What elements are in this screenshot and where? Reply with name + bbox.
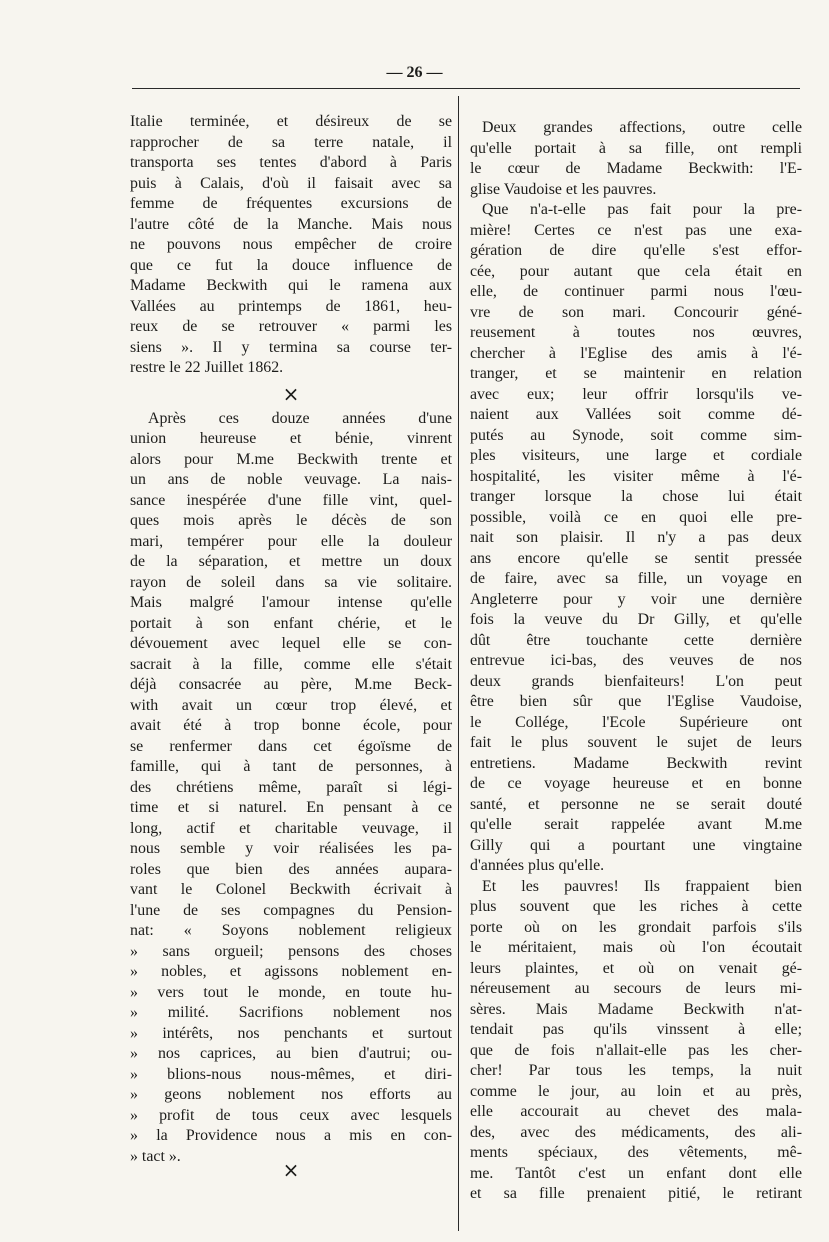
- text-line: Italie terminée, et désireux de se: [130, 113, 452, 130]
- text-line: mari, tempérer pour elle la douleur: [130, 532, 452, 550]
- text-line: naient aux Vallées soit comme dé-: [470, 406, 802, 423]
- text-line: me. Tantôt c'est un enfant dont elle: [470, 1164, 802, 1182]
- text-line: » sans orgueil; pensons des choses: [130, 942, 452, 960]
- text-line: » nobles, et agissons noblement en-: [130, 963, 452, 980]
- text-line: un ans de noble veuvage. La nais-: [130, 471, 452, 488]
- text-line: sacrait à la fille, comme elle s'était: [130, 655, 452, 673]
- text-line: être bien sûr que l'Eglise Vaudoise,: [470, 693, 802, 710]
- text-line: glise Vaudoise et les pauvres.: [470, 180, 657, 198]
- text-line: avec eux; leur offrir lorsqu'ils ve-: [470, 385, 802, 403]
- text-line: deux grands bienfaiteurs! L'on peut: [470, 672, 802, 690]
- text-line: restre le 22 Juillet 1862.: [130, 359, 284, 376]
- text-line: des chrétiens même, paraît si légi-: [130, 778, 452, 796]
- text-line: l'une de ses compagnes du Pension-: [130, 901, 452, 919]
- text-line: avait été à trop bonne école, pour: [130, 717, 452, 734]
- text-line: » intérêts, nos penchants et surtout: [130, 1024, 452, 1042]
- text-line: » tact ».: [130, 1147, 181, 1165]
- text-line: de la séparation, et mettre un doux: [130, 553, 452, 570]
- text-line: Et les pauvres! Ils frappaient bien: [482, 877, 802, 895]
- text-line: vre de son mari. Concourir géné-: [470, 303, 802, 321]
- text-line: ans encore qu'elle se sentit pressée: [470, 549, 802, 567]
- text-line: Après ces douze années d'une: [148, 409, 452, 427]
- text-line: time et si naturel. En pensant à ce: [130, 799, 452, 816]
- text-line: ments spéciaux, des vêtements, mê-: [470, 1144, 802, 1161]
- text-line: se renfermer dans cet égoïsme de: [130, 737, 452, 755]
- text-line: entretiens. Madame Beckwith revint: [470, 754, 802, 772]
- text-line: des, avec des médicaments, des ali-: [470, 1123, 802, 1141]
- text-line: fait le plus souvent le sujet de leurs: [470, 734, 802, 751]
- text-line: dévouement avec lequel elle se con-: [130, 635, 452, 652]
- text-line: siens ». Il y termina sa course ter-: [130, 338, 452, 356]
- text-line: l'autre côté de la Manche. Mais nous: [130, 215, 452, 233]
- text-line: déjà consacrée au père, M.me Beck-: [130, 676, 452, 693]
- text-line: » blions-nous nous-mêmes, et diri-: [130, 1065, 452, 1083]
- text-line: cée, pour autant que cela était en: [470, 262, 802, 280]
- text-line: Angleterre pour y voir une dernière: [470, 590, 802, 608]
- text-line: le méritaient, mais où l'on écoutait: [470, 939, 802, 956]
- text-line: tendait pas qu'ils vinssent à elle;: [470, 1021, 802, 1038]
- text-line: elle, de continuer parmi nous l'œu-: [470, 283, 802, 300]
- text-line: le Collége, l'Ecole Supérieure ont: [470, 713, 802, 731]
- text-line: ques mois après le décès de son: [130, 512, 452, 529]
- left-column: [130, 112, 452, 1167]
- text-line: santé, et personne ne se serait douté: [470, 795, 802, 813]
- text-line: le cœur de Madame Beckwith: l'E-: [470, 160, 802, 177]
- text-line: Que n'a-t-elle pas fait pour la pre-: [482, 201, 802, 218]
- text-line: dût être touchante cette dernière: [470, 631, 802, 649]
- text-line: qu'elle serait rappelée avant M.me: [470, 816, 802, 833]
- text-line: entrevue ici-bas, des veuves de nos: [470, 652, 802, 669]
- text-line: » geons noblement nos efforts au: [130, 1086, 452, 1103]
- text-line: Vallées au printemps de 1861, heu-: [130, 297, 452, 315]
- text-line: plus souvent que les riches à cette: [470, 898, 802, 915]
- text-line: cher! Par tous les temps, la nuit: [470, 1062, 802, 1079]
- text-line: de faire, avec sa fille, un voyage en: [470, 570, 802, 587]
- text-line: nait son plaisir. Il n'y a pas deux: [470, 529, 802, 546]
- text-line: long, actif et charitable veuvage, il: [130, 819, 452, 837]
- text-line: reusement à toutes nos œuvres,: [470, 324, 802, 341]
- text-line: nous semble y voir réalisées les pa-: [130, 840, 452, 857]
- text-line: puis à Calais, d'où il faisait avec sa: [130, 174, 452, 192]
- text-line: porte où on les grondait parfois s'ils: [470, 918, 802, 936]
- text-line: d'années plus qu'elle.: [470, 857, 605, 874]
- text-line: transporta ses tentes d'abord à Paris: [130, 154, 452, 171]
- text-line: sance inespérée d'une fille vint, quel-: [130, 491, 452, 509]
- page-number: — 26 —: [386, 64, 443, 81]
- column-divider: [458, 96, 459, 1231]
- text-line: elle accourait au chevet des mala-: [470, 1103, 802, 1120]
- text-line: de ce voyage heureuse et en bonne: [470, 775, 802, 792]
- text-line: ne pouvons nous empêcher de croire: [130, 236, 452, 253]
- text-line: famille, qui à tant de personnes, à: [130, 758, 452, 775]
- text-line: femme de fréquentes excursions de: [130, 195, 452, 212]
- text-line: néreusement au secours de leurs mi-: [470, 980, 802, 997]
- text-line: leurs plaintes, et où on venait gé-: [470, 959, 802, 977]
- text-line: Mais malgré l'amour intense qu'elle: [130, 594, 452, 611]
- text-line: union heureuse et bénie, vinrent: [130, 430, 452, 447]
- text-line: fois la veuve du Dr Gilly, et qu'elle: [470, 611, 802, 628]
- text-line: rayon de soleil dans sa vie solitaire.: [130, 573, 452, 591]
- text-line: ples visiteurs, une large et cordiale: [470, 447, 802, 464]
- text-line: mière! Certes ce n'est pas une exa-: [470, 221, 802, 239]
- text-line: roles que bien des années aupara-: [130, 860, 452, 878]
- text-line: gération de dire qu'elle s'est effor-: [470, 242, 802, 259]
- text-line: que ce fut la douce influence de: [130, 256, 452, 274]
- section-separator: ×: [282, 381, 300, 406]
- text-line: possible, voilà ce en quoi elle pre-: [470, 508, 802, 526]
- text-line: tranger, et se maintenir en relation: [470, 365, 802, 382]
- text-line: putés au Synode, soit comme sim-: [470, 426, 802, 444]
- text-line: portait à son enfant chérie, et le: [130, 614, 452, 632]
- text-line: sères. Mais Madame Beckwith n'at-: [470, 1000, 802, 1018]
- text-line: chercher à l'Eglise des amis à l'é-: [470, 344, 802, 362]
- text-line: » milité. Sacrifions noblement nos: [130, 1004, 452, 1021]
- header-rule: [132, 88, 800, 89]
- text-line: » profit de tous ceux avec lesquels: [130, 1106, 452, 1124]
- text-line: alors pour M.me Beckwith trente et: [130, 450, 452, 468]
- text-line: nat: « Soyons noblement religieux: [130, 922, 452, 939]
- text-line: qu'elle portait à sa fille, ont rempli: [470, 139, 802, 157]
- text-line: with avait un cœur trop élevé, et: [130, 696, 452, 714]
- text-line: Madame Beckwith qui le ramena aux: [130, 277, 452, 294]
- text-line: rapprocher de sa terre natale, il: [130, 133, 452, 151]
- text-line: que de fois n'allait-elle pas les cher-: [470, 1041, 802, 1059]
- text-line: hospitalité, les visiter même à l'é-: [470, 467, 802, 485]
- text-line: Deux grandes affections, outre celle: [482, 119, 802, 136]
- text-line: comme le jour, au loin et au près,: [470, 1082, 802, 1100]
- text-line: reux de se retrouver « parmi les: [130, 318, 452, 335]
- text-line: » nos caprices, au bien d'autrui; ou-: [130, 1045, 452, 1062]
- text-line: et sa fille prenaient pitié, le retirant: [470, 1185, 802, 1202]
- text-line: vant le Colonel Beckwith écrivait à: [130, 881, 452, 898]
- text-line: tranger lorsque la chose lui était: [470, 488, 802, 505]
- right-column: [470, 118, 802, 1205]
- text-line: Gilly qui a pourtant une vingtaine: [470, 836, 802, 854]
- text-line: » vers tout le monde, en toute hu-: [130, 983, 452, 1001]
- section-separator-bottom: ×: [282, 1158, 300, 1182]
- text-line: » la Providence nous a mis en con-: [130, 1127, 452, 1144]
